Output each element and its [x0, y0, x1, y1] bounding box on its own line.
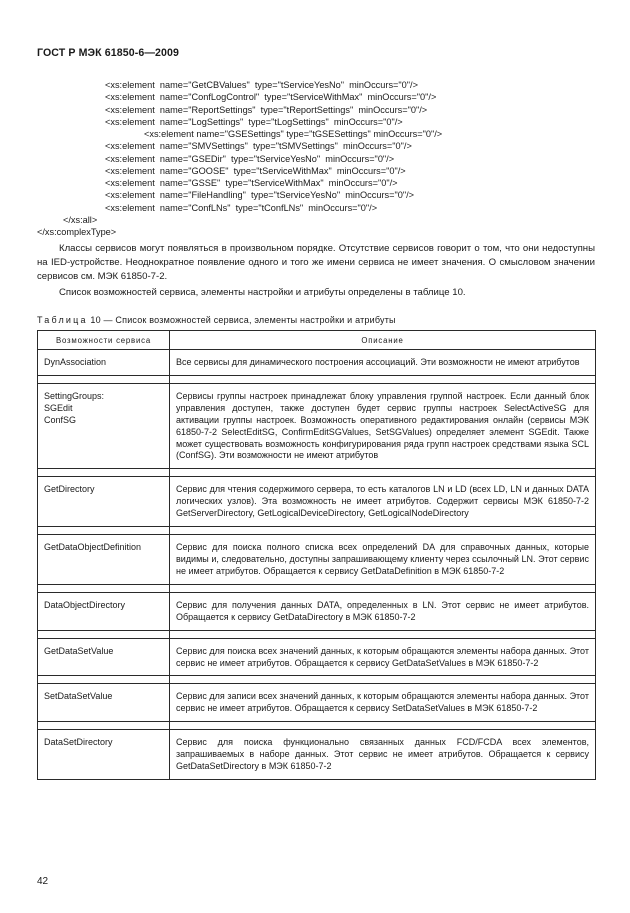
table-row — [38, 477, 596, 527]
capability-cell: GetDirectory — [38, 477, 170, 527]
row-spacer — [38, 630, 596, 638]
capability-cell: DataObjectDirectory — [38, 592, 170, 630]
capability-cell: DynAssociation — [38, 350, 170, 376]
table-row — [38, 535, 596, 585]
code-line: </xs:all> — [63, 214, 98, 225]
paragraph-service-classes: Классы сервисов могут появляться в произвольном порядке. Отсутствие сервисов говорит о том, что они недоступны на IED-устройстве. Неоднократное появление одного и того же имени сервиса не имеет значения. О смысловом значении сервисов см. МЭК 61850-7-2. — [37, 243, 595, 282]
code-line: <xs:element name="FileHandling" type="tServiceYesNo" minOccurs="0"/> — [105, 190, 415, 201]
description-cell: Сервис для поиска полного списка всех определений DA для справочных данных, которые видимы и, следовательно, доступны запрашивающему клиенту через ссылочный LN. Этот сервис не имеет атрибутов. Обращается к сервису GetDataDefinition в МЭК 61850-7-2 — [170, 535, 596, 585]
capability-cell: DataSetDirectory — [38, 730, 170, 780]
row-spacer — [38, 584, 596, 592]
capability-cell: SetDataSetValue — [38, 684, 170, 722]
capability-cell: SettingGroups: SGEdit ConfSG — [38, 383, 170, 468]
table-row — [38, 638, 596, 676]
row-spacer — [38, 469, 596, 477]
xml-schema-listing — [37, 79, 597, 238]
page-number: 42 — [37, 876, 49, 887]
column-header-description: Описание — [170, 331, 596, 350]
capability-cell: GetDataSetValue — [38, 638, 170, 676]
paragraph-table-reference: Список возможностей сервиса, элементы настройки и атрибуты определены в таблице 10. — [59, 287, 466, 298]
table-row — [38, 730, 596, 780]
code-line: <xs:element name="ReportSettings" type="tReportSettings" minOccurs="0"/> — [105, 104, 428, 115]
row-spacer — [38, 722, 596, 730]
code-line: </xs:complexType> — [37, 227, 117, 237]
table-caption — [37, 315, 396, 325]
table-row — [38, 684, 596, 722]
code-line: <xs:element name="SMVSettings" type="tSMVSettings" minOccurs="0"/> — [105, 141, 412, 152]
code-line: <xs:element name="GSEDir" type="tServiceYesNo" minOccurs="0"/> — [105, 153, 395, 164]
code-line: <xs:element name="GetCBValues" type="tServiceYesNo" minOccurs="0"/> — [105, 80, 418, 90]
code-line: <xs:element name="ConfLogControl" type="tServiceWithMax" minOccurs="0"/> — [105, 92, 437, 103]
description-cell: Сервис для чтения содержимого сервера, то есть каталогов LN и LD (всех LD, LN и данных DATA логических узлов). Эта возможность не имеет атрибутов. Содержит сервисы МЭК 61850-7-2 GetServerDirectory, GetLogicalDeviceDirectory, GetLogicalNodeDirectory — [170, 477, 596, 527]
code-line: <xs:element name="GSSE" type="tServiceWithMax" minOccurs="0"/> — [105, 178, 398, 188]
description-cell: Сервис для поиска всех значений данных, к которым обращаются элементы набора данных. Этот сервис не имеет атрибутов. Обращается к сервису GetDataSetValues в МЭК 61850-7-2 — [170, 638, 596, 676]
table-row — [38, 592, 596, 630]
code-line: <xs:element name="GSESettings" type="tGSESettings" minOccurs="0"/> — [144, 129, 443, 139]
table-caption-text: 10 — Список возможностей сервиса, элементы настройки и атрибуты — [87, 315, 396, 325]
table-caption-label: Таблица — [37, 315, 88, 325]
description-cell: Сервис для поиска функционально связанных данных FCD/FCDA всех элементов, запрашиваемых в наборе данных. Этот сервис не имеет атрибутов. Обращается к сервису GetDataSetDirectory в МЭК 61850-7-2 — [170, 730, 596, 780]
row-spacer — [38, 375, 596, 383]
description-cell: Сервис для получения данных DATA, определенных в LN. Этот сервис не имеет атрибутов. Обращается к сервису GetDataDirectory в МЭК 61850-7-2 — [170, 592, 596, 630]
description-cell: Все сервисы для динамического построения ассоциаций. Эти возможности не имеют атрибутов — [170, 350, 596, 376]
code-line: <xs:element name="GOOSE" type="tServiceWithMax" minOccurs="0"/> — [105, 165, 406, 176]
description-cell: Сервисы группы настроек принадлежат блоку управления группой настроек. Если данный блок управления доступен, также доступен будет сервис группы настроек SelectActiveSG для активации группы настроек. Возможность оперативного редактирования онлайн (сервисы МЭК 61850-7-2 SelectEditSG, ConfirmEditSGValues, SetSGValues) определяет элемент SGEdit. Также может существовать возможность конфигурирования ряда групп настроек средствами языка SCL (ConfSG). Эти возможности не имеют атрибутов — [170, 383, 596, 468]
table-row — [38, 383, 596, 468]
table-row — [38, 350, 596, 376]
document-header: ГОСТ Р МЭК 61850-6—2009 — [37, 47, 180, 59]
capability-cell: GetDataObjectDefinition — [38, 535, 170, 585]
code-line: <xs:element name="LogSettings" type="tLogSettings" minOccurs="0"/> — [105, 116, 403, 127]
table-header-row — [38, 331, 596, 350]
row-spacer — [38, 527, 596, 535]
services-table — [37, 330, 596, 780]
row-spacer — [38, 676, 596, 684]
description-cell: Сервис для записи всех значений данных, к которым обращаются элементы набора данных. Этот сервис не имеет атрибутов. Обращается к сервису SetDataSetValues в МЭК 61850-7-2 — [170, 684, 596, 722]
column-header-capability: Возможности сервиса — [38, 331, 170, 350]
code-line: <xs:element name="ConfLNs" type="tConfLNs" minOccurs="0"/> — [105, 202, 378, 213]
